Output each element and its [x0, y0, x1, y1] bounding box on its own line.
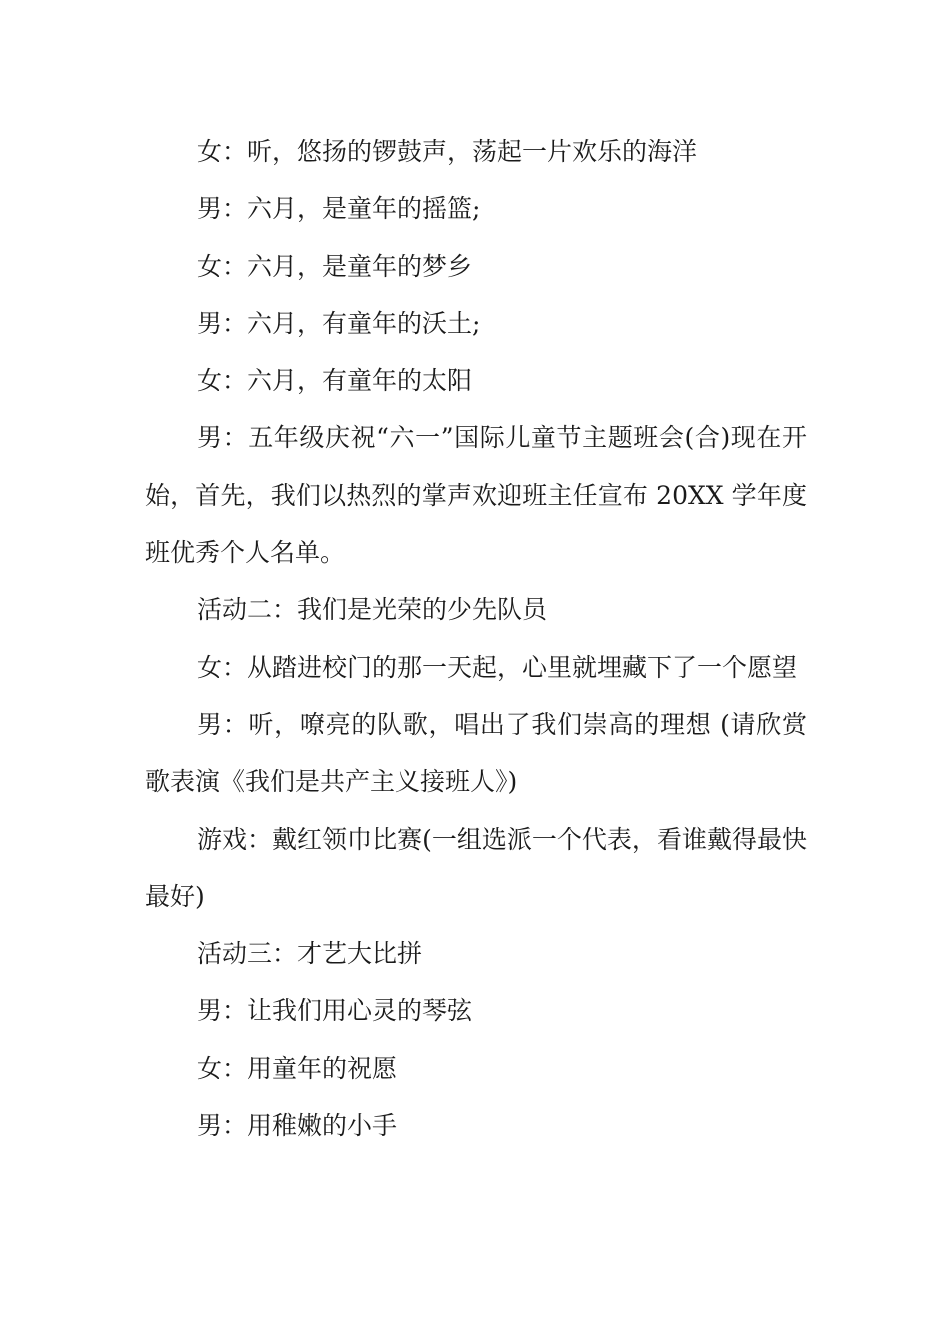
paragraph: 游戏：戴红领巾比赛(一组选派一个代表，看谁戴得最快最好)	[145, 824, 807, 911]
paragraph: 活动三：才艺大比拼	[197, 939, 423, 969]
paragraph: 女：用童年的祝愿	[197, 1053, 398, 1083]
paragraph: 男：六月，是童年的摇篮;	[197, 194, 481, 224]
paragraph: 女：从踏进校门的那一天起，心里就埋藏下了一个愿望	[197, 652, 798, 682]
paragraph: 男：听，嘹亮的队歌，唱出了我们崇高的理想 (请欣赏歌表演《我们是共产主义接班人》)	[145, 709, 807, 797]
paragraph: 女：六月，是童年的梦乡	[197, 251, 473, 281]
paragraph: 男：用稚嫩的小手	[197, 1111, 398, 1141]
document-body	[145, 123, 807, 1154]
paragraph: 男：让我们用心灵的琴弦	[197, 996, 473, 1026]
paragraph: 活动二：我们是光荣的少先队员	[197, 595, 548, 625]
paragraph: 男：六月，有童年的沃土;	[197, 308, 481, 338]
paragraph: 女：听，悠扬的锣鼓声，荡起一片欢乐的海洋	[197, 137, 698, 166]
paragraph: 男：五年级庆祝“六一”国际儿童节主题班会(合)现在开始，首先，我们以热烈的掌声欢迎班主任宣布 20XX 学年度班优秀个人名单。	[145, 423, 807, 568]
paragraph: 女：六月，有童年的太阳	[197, 366, 473, 396]
